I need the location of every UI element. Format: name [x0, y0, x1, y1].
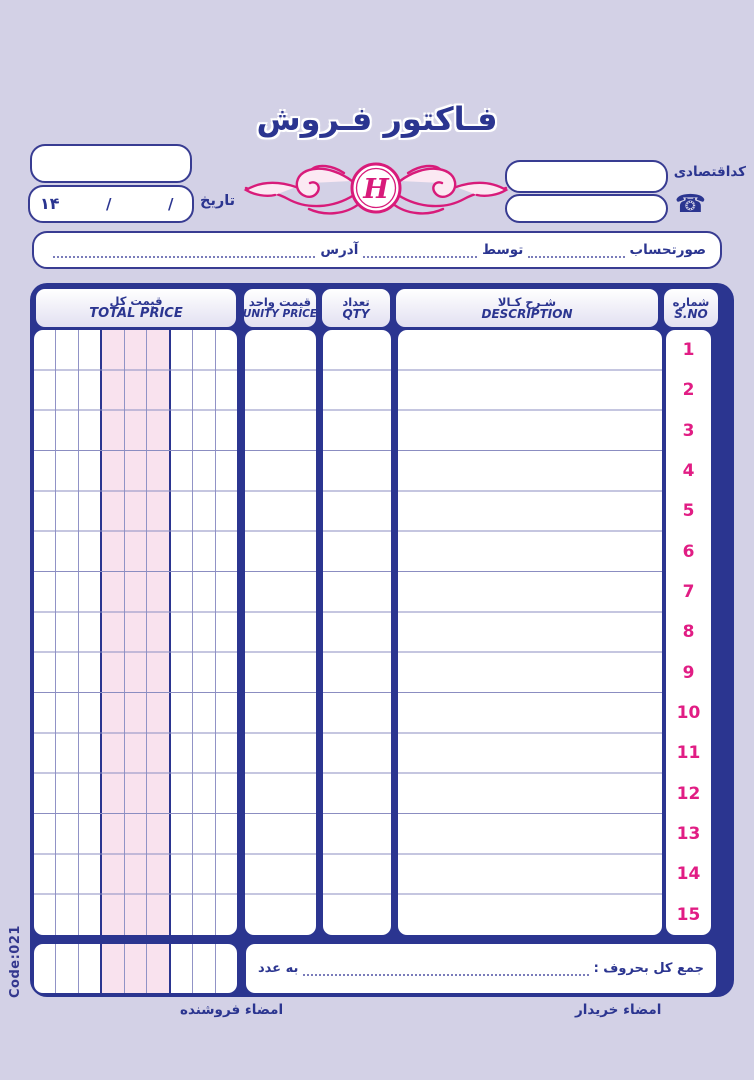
row-number: 6: [682, 541, 695, 562]
total-price-label-fa: قیمت کل: [109, 294, 163, 309]
digit-cell[interactable]: [216, 944, 237, 993]
row-number: 10: [676, 703, 701, 724]
column-header-sno: [664, 289, 718, 327]
seller-signature-label: امضاء فروشنده: [180, 1002, 284, 1018]
column-header-unit-price: [244, 289, 316, 327]
by-dotted-line[interactable]: [363, 243, 477, 258]
address-dotted-line[interactable]: [53, 243, 315, 258]
row-number: 5: [682, 501, 695, 522]
total-price-grid[interactable]: [34, 330, 237, 935]
economic-code-box[interactable]: [505, 160, 668, 193]
buyer-signature-label: امضاء خریدار: [575, 1002, 662, 1018]
description-label-en: DESCRIPTION: [481, 306, 573, 321]
row-number: 1: [682, 340, 695, 361]
description-label-fa: شـرح کـالا: [497, 294, 557, 309]
digit-cell[interactable]: [171, 944, 193, 993]
digit-cell[interactable]: [79, 944, 102, 993]
row-number: 14: [676, 864, 701, 885]
row-number: 4: [682, 461, 695, 482]
row-lines: [323, 330, 391, 931]
invoice-table: [30, 283, 734, 997]
row-number: 2: [682, 380, 695, 401]
digit-cell[interactable]: [56, 944, 78, 993]
unit-price-label-fa: قیمت واحد: [248, 295, 312, 310]
serial-number-column: [666, 330, 711, 935]
sno-label-fa: شماره: [672, 294, 710, 309]
digit-cell-thousands[interactable]: [102, 944, 124, 993]
total-in-words-panel[interactable]: [246, 944, 716, 993]
row-number: 9: [682, 662, 695, 683]
phone-icon: ☎: [674, 189, 706, 218]
digit-cell-thousands[interactable]: [125, 944, 147, 993]
digit-cell-thousands[interactable]: [147, 944, 170, 993]
account-label: صورتحساب: [629, 242, 706, 258]
digit-cell[interactable]: [193, 944, 215, 993]
total-price-label-en: TOTAL PRICE: [89, 306, 183, 322]
row-lines: [34, 330, 237, 931]
phone-box[interactable]: [505, 194, 668, 223]
address-label: آدرس: [320, 242, 359, 258]
row-number: 13: [676, 824, 701, 845]
date-label: تاریخ: [200, 193, 236, 209]
unit-price-column[interactable]: [245, 330, 316, 935]
description-column[interactable]: [398, 330, 662, 935]
unit-price-label-en: UNITY PRICE: [242, 307, 318, 320]
qty-label-en: QTY: [342, 306, 370, 321]
column-header-description: [396, 289, 658, 327]
row-number: 8: [682, 622, 695, 643]
date-slash: /: [168, 195, 174, 213]
row-lines: [245, 330, 316, 931]
qty-column[interactable]: [323, 330, 391, 935]
bill-strip[interactable]: [32, 231, 722, 269]
row-number: 12: [676, 783, 701, 804]
qty-label-fa: تعداد: [342, 294, 370, 309]
date-year-prefix: ۱۴: [40, 194, 60, 213]
row-lines: [398, 330, 662, 931]
numeric-label: به عدد: [258, 961, 299, 976]
logo-box[interactable]: [30, 144, 192, 183]
column-header-total-price: [36, 289, 236, 327]
sum-digit-grid[interactable]: [34, 944, 237, 993]
flourish-ornament: [240, 157, 512, 225]
by-label: توسط: [482, 242, 524, 258]
account-dotted-line[interactable]: [528, 243, 624, 258]
date-slash: /: [106, 195, 112, 213]
row-number: 15: [676, 904, 701, 925]
row-number: 11: [676, 743, 701, 764]
monogram-letter: H: [363, 174, 389, 205]
digit-cell[interactable]: [34, 944, 56, 993]
economic-code-label: کداقتصادی: [673, 164, 746, 180]
column-header-qty: [322, 289, 390, 327]
sno-label-en: S.NO: [674, 306, 708, 321]
total-words-label: جمع کل بحروف :: [593, 961, 704, 976]
print-code: Code:021: [8, 925, 23, 998]
total-words-dotted-line[interactable]: [303, 961, 588, 976]
row-number: 3: [682, 420, 695, 441]
page-title: فـاکتور فـروش: [256, 100, 498, 138]
date-box[interactable]: [28, 185, 194, 223]
row-number: 7: [682, 582, 695, 603]
